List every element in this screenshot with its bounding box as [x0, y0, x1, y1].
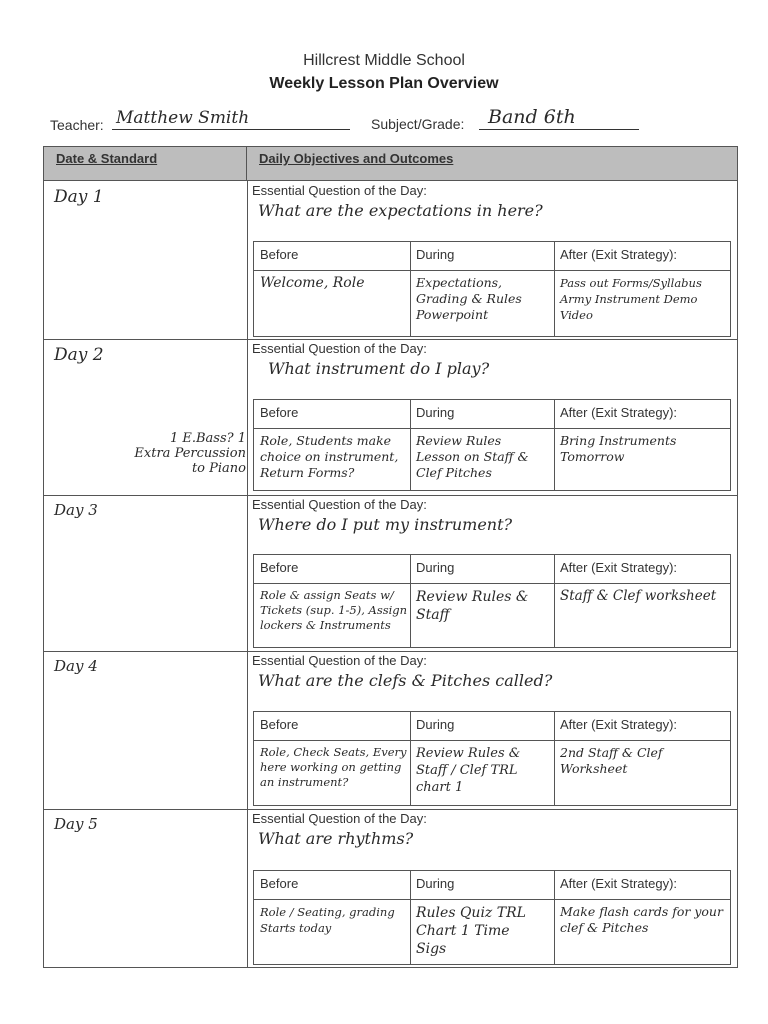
day-label: Day 4: [54, 657, 98, 675]
after-cell: Make flash cards for your clef & Pitches: [560, 904, 723, 935]
day-row-3: [44, 495, 737, 651]
column-header-date: Date & Standard: [44, 147, 247, 181]
during-cell: Expectations, Grading & Rules Powerpoint: [416, 275, 522, 322]
essential-question-text: What are the expectations in here?: [258, 201, 543, 220]
before-during-after-table: [253, 711, 731, 806]
before-header: Before: [260, 405, 299, 420]
day-label: Day 5: [54, 815, 98, 833]
before-cell: Role, Students make choice on instrument, Return Forms?: [260, 433, 399, 480]
during-cell: Review Rules Lesson on Staff & Clef Pitches: [416, 433, 529, 480]
bda-divider: [410, 712, 411, 805]
essential-question-text: Where do I put my instrument?: [258, 515, 513, 534]
after-header: After (Exit Strategy):: [560, 876, 678, 891]
during-header: During: [416, 405, 455, 420]
during-header: During: [416, 717, 455, 732]
before-header: Before: [260, 560, 299, 575]
teacher-label: Teacher:: [50, 117, 104, 133]
day-row-2: [44, 339, 737, 495]
bda-divider: [554, 242, 555, 336]
after-header: After (Exit Strategy):: [560, 247, 678, 262]
day-label: Day 3: [54, 501, 98, 519]
after-header: After (Exit Strategy):: [560, 717, 678, 732]
page-title: Weekly Lesson Plan Overview: [269, 75, 499, 92]
day-row-5: [44, 809, 737, 967]
before-cell: Role / Seating, grading Starts today: [260, 905, 395, 935]
bda-divider: [410, 400, 411, 490]
before-during-after-table: [253, 870, 731, 965]
bda-divider: [554, 400, 555, 490]
bda-divider: [554, 712, 555, 805]
day-label: Day 1: [54, 187, 104, 207]
during-cell: Review Rules & Staff: [416, 589, 529, 623]
before-header: Before: [260, 247, 299, 262]
before-during-after-table: [253, 399, 731, 491]
margin-note: 1 E.Bass? 1 Extra Percussion to Piano: [134, 431, 246, 476]
lesson-plan-table: [43, 146, 738, 968]
essential-question-label: Essential Question of the Day:: [252, 183, 427, 198]
bda-divider: [410, 242, 411, 336]
bda-divider: [554, 871, 555, 964]
subject-value: Band 6th: [488, 106, 576, 128]
before-cell: Role & assign Seats w/ Tickets (sup. 1-5), Assign lockers & Instruments: [260, 588, 408, 632]
bda-divider: [554, 555, 555, 647]
after-header: After (Exit Strategy):: [560, 560, 678, 575]
after-cell: Pass out Forms/Syllabus Army Instrument Demo Video: [560, 276, 702, 322]
essential-question-text: What are the clefs & Pitches called?: [258, 671, 553, 690]
essential-question-label: Essential Question of the Day:: [252, 653, 427, 668]
essential-question-label: Essential Question of the Day:: [252, 811, 427, 826]
teacher-line: [112, 129, 350, 130]
before-during-after-table: [253, 554, 731, 648]
bda-divider: [410, 555, 411, 647]
before-during-after-table: [253, 241, 731, 337]
bda-divider: [410, 871, 411, 964]
during-header: During: [416, 247, 455, 262]
after-cell: 2nd Staff & Clef Worksheet: [560, 745, 663, 776]
day-separator: [44, 651, 737, 652]
during-cell: Rules Quiz TRL Chart 1 Time Sigs: [416, 905, 526, 957]
during-cell: Review Rules & Staff / Clef TRL chart 1: [416, 746, 521, 795]
before-header: Before: [260, 717, 299, 732]
before-cell: Welcome, Role: [260, 275, 365, 291]
day-separator: [44, 339, 737, 340]
school-name: Hillcrest Middle School: [303, 52, 465, 69]
subject-line: [479, 129, 639, 130]
day-label: Day 2: [54, 345, 104, 365]
teacher-value: Matthew Smith: [116, 108, 250, 128]
essential-question-label: Essential Question of the Day:: [252, 497, 427, 512]
during-header: During: [416, 560, 455, 575]
day-row-4: [44, 651, 737, 809]
day-row-1: [44, 181, 737, 339]
day-separator: [44, 495, 737, 496]
column-header-objectives: Daily Objectives and Outcomes: [247, 147, 737, 181]
during-header: During: [416, 876, 455, 891]
day-separator: [44, 809, 737, 810]
essential-question-text: What are rhythms?: [258, 829, 414, 848]
after-header: After (Exit Strategy):: [560, 405, 678, 420]
after-cell: Bring Instruments Tomorrow: [560, 433, 677, 464]
essential-question-label: Essential Question of the Day:: [252, 341, 427, 356]
subject-label: Subject/Grade:: [371, 116, 465, 132]
after-cell: Staff & Clef worksheet: [560, 588, 717, 604]
essential-question-text: What instrument do I play?: [268, 359, 490, 378]
before-header: Before: [260, 876, 299, 891]
before-cell: Role, Check Seats, Every here working on getting an instrument?: [260, 745, 407, 789]
